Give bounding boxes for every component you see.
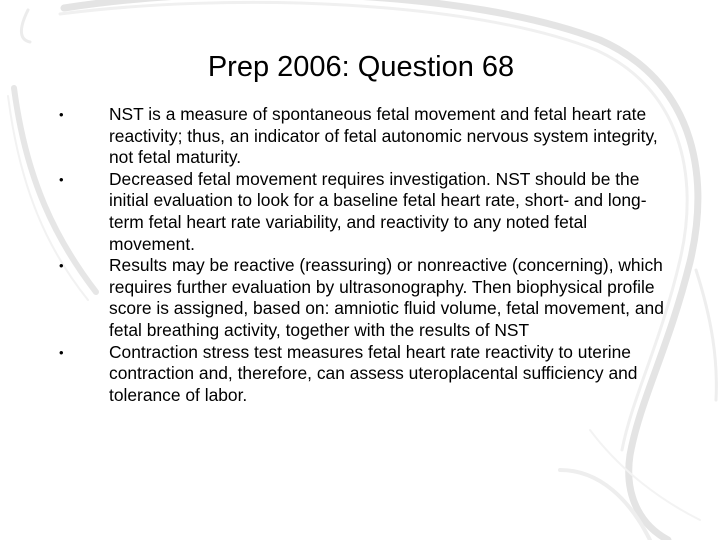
bullet-dot-icon: • xyxy=(59,344,64,360)
bullet-text: Decreased fetal movement requires investigation. NST should be the initial evaluation to look for a baseline fetal heart rate, short- and long-term fetal heart rate variability, and reactivity to any noted fetal movement. xyxy=(109,168,647,254)
bullet-list xyxy=(0,104,720,406)
swirl-stroke-left-top xyxy=(21,10,30,42)
bullet-text: Contraction stress test measures fetal heart rate reactivity to uterine contraction and, therefore, can assess uteroplacental sufficiency and tolerance of labor. xyxy=(109,341,638,405)
bullet-item xyxy=(0,342,720,407)
bullet-text: Results may be reactive (reassuring) or nonreactive (concerning), which requires further evaluation by ultrasonography. Then biophysical profile score is assigned, based on: amniotic fluid volume, fetal movement, and fetal breathing activity, together with the results of NST xyxy=(109,255,664,340)
bullet-dot-icon: • xyxy=(59,258,64,274)
swirl-stroke-bottom-thin xyxy=(590,430,700,520)
bullet-item xyxy=(0,169,720,255)
bullet-item xyxy=(0,255,720,341)
bullet-item xyxy=(0,104,720,169)
slide-title: Prep 2006: Question 68 xyxy=(207,51,515,83)
bullet-text: NST is a measure of spontaneous fetal movement and fetal heart rate reactivity; thus, an indicator of fetal autonomic nervous system integrity, not fetal maturity. xyxy=(109,104,658,168)
bullet-dot-icon: • xyxy=(59,107,64,122)
bullet-dot-icon: • xyxy=(59,171,64,187)
